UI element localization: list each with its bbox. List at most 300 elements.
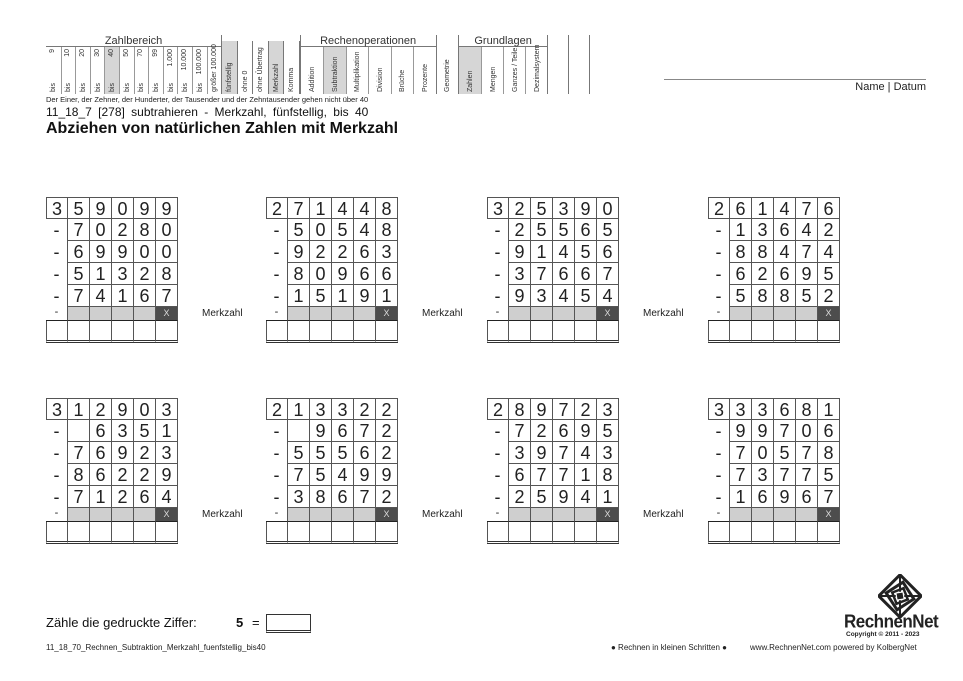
merkzahl-row: [487, 508, 621, 522]
digit-cell: 3: [288, 486, 310, 508]
digit-cell: 2: [376, 398, 398, 420]
result-input-cell[interactable]: [112, 522, 134, 544]
range-column: [90, 47, 105, 94]
digit-cell: 2: [708, 197, 730, 219]
operation-column: [368, 47, 391, 94]
digit-cell: 0: [752, 442, 774, 464]
range-column: [134, 47, 149, 94]
digit-cell: 3: [752, 464, 774, 486]
merkzahl-input-cell[interactable]: [112, 307, 134, 321]
result-input-cell[interactable]: [531, 522, 553, 544]
digit-cell: 2: [509, 486, 531, 508]
result-input-cell[interactable]: [730, 522, 752, 544]
digit-cell: 4: [90, 285, 112, 307]
result-input-cell[interactable]: [487, 321, 509, 343]
digit-cell: 6: [818, 197, 840, 219]
result-input-cell[interactable]: [752, 321, 774, 343]
minus-sign: -: [708, 307, 730, 321]
column-label: Zahlen: [467, 70, 475, 92]
merkzahl-input-cell[interactable]: [575, 508, 597, 522]
result-input-cell[interactable]: [156, 522, 178, 544]
digit-cell: 8: [509, 398, 531, 420]
subtrahend-row: [708, 486, 842, 508]
digit-cell: 9: [354, 464, 376, 486]
digit-cell: 2: [310, 241, 332, 263]
digit-cell: 1: [68, 398, 90, 420]
subtraction-problem: [708, 197, 842, 343]
result-input-cell[interactable]: [46, 522, 68, 544]
digit-cell: 7: [774, 420, 796, 442]
minus-sign: -: [487, 442, 509, 464]
digit-cell: 1: [752, 197, 774, 219]
minus-sign: -: [46, 219, 68, 241]
range-column: [104, 47, 119, 94]
digit-cell: 1: [288, 398, 310, 420]
merkzahl-input-cell[interactable]: [575, 307, 597, 321]
range-column: [207, 44, 222, 94]
digit-cell: 6: [68, 241, 90, 263]
digit-cell: 6: [796, 486, 818, 508]
result-input-cell[interactable]: [354, 522, 376, 544]
digit-cell: 2: [487, 398, 509, 420]
minuend-row: [46, 197, 180, 219]
digit-cell: 9: [90, 241, 112, 263]
column-label: Komma: [288, 67, 296, 92]
minus-sign: -: [708, 442, 730, 464]
result-input-cell[interactable]: [156, 321, 178, 343]
merkzahl-blocked-cell: X: [818, 508, 840, 522]
empty-column: [548, 35, 569, 94]
result-input-cell[interactable]: [376, 522, 398, 544]
digit-cell: 1: [310, 197, 332, 219]
group-rechenoperationen: [300, 35, 437, 94]
digit-cell: 5: [774, 442, 796, 464]
subtraction-problem: [708, 398, 842, 544]
result-input-cell[interactable]: [134, 522, 156, 544]
digit-cell: 7: [68, 285, 90, 307]
range-value: 99: [151, 49, 159, 57]
digit-cell: 5: [531, 486, 553, 508]
result-input-cell[interactable]: [730, 321, 752, 343]
digit-cell: 1: [597, 486, 619, 508]
result-input-cell[interactable]: [90, 321, 112, 343]
merkzahl-input-cell[interactable]: [288, 307, 310, 321]
merkzahl-label: Merkzahl: [202, 308, 243, 319]
merkzahl-input-cell[interactable]: [774, 307, 796, 321]
column-label: fünfstellig: [226, 62, 234, 92]
digit-cell: 7: [553, 464, 575, 486]
subtrahend-row: [46, 486, 180, 508]
merkzahl-input-cell[interactable]: [332, 508, 354, 522]
merkzahl-input-cell[interactable]: [509, 508, 531, 522]
result-input-cell[interactable]: [553, 321, 575, 343]
minuend-row: [266, 197, 400, 219]
digit-cell: 9: [509, 241, 531, 263]
result-input-cell[interactable]: [68, 321, 90, 343]
digit-cell: 2: [531, 420, 553, 442]
minus-sign: -: [266, 307, 288, 321]
digit-cell: 7: [288, 464, 310, 486]
operation-column: [323, 47, 346, 94]
digit-cell: 1: [818, 398, 840, 420]
result-input-cell[interactable]: [575, 321, 597, 343]
subtrahend-row: [487, 464, 621, 486]
column-label: bis: [50, 83, 58, 92]
result-input-cell[interactable]: [818, 321, 840, 343]
digit-cell: 8: [376, 197, 398, 219]
minus-sign: -: [46, 508, 68, 522]
result-input-cell[interactable]: [90, 522, 112, 544]
merkzahl-input-cell[interactable]: [332, 307, 354, 321]
merkzahl-input-cell[interactable]: [796, 508, 818, 522]
digit-cell: 9: [112, 241, 134, 263]
operation-column: [413, 47, 436, 94]
subtrahend-row: [266, 420, 400, 442]
digit-cell: 9: [575, 420, 597, 442]
column-label: Prozente: [421, 63, 429, 92]
result-input-cell[interactable]: [68, 522, 90, 544]
digit-cell: 8: [68, 464, 90, 486]
digit-cell: 2: [332, 241, 354, 263]
merkzahl-input-cell[interactable]: [68, 307, 90, 321]
result-input-cell[interactable]: [487, 522, 509, 544]
digit-cell: 0: [134, 398, 156, 420]
digit-cell: 7: [774, 464, 796, 486]
digit-cell: 3: [156, 442, 178, 464]
digit-cell: 2: [818, 219, 840, 241]
digit-cell: 0: [597, 197, 619, 219]
result-input-cell[interactable]: [112, 321, 134, 343]
digit-cell: 7: [531, 263, 553, 285]
count-digit: 5: [236, 615, 244, 630]
range-value: 10: [64, 49, 72, 57]
result-input-cell[interactable]: [288, 522, 310, 544]
digit-cell: 6: [332, 486, 354, 508]
digit-cell: 5: [730, 285, 752, 307]
result-input-cell[interactable]: [752, 522, 774, 544]
digit-cell: 3: [553, 197, 575, 219]
name-date-label: Name | Datum: [855, 81, 926, 93]
count-equals: =: [252, 615, 260, 630]
result-input-cell[interactable]: [796, 321, 818, 343]
subtrahend-row: [266, 219, 400, 241]
digit-cell: 9: [156, 464, 178, 486]
merkzahl-input-cell[interactable]: [134, 307, 156, 321]
merkzahl-input-cell[interactable]: [509, 307, 531, 321]
merkzahl-input-cell[interactable]: [90, 508, 112, 522]
property-column: [222, 41, 238, 94]
result-input-cell[interactable]: [818, 522, 840, 544]
result-input-cell[interactable]: [310, 321, 332, 343]
digit-cell: [288, 420, 310, 442]
digit-cell: 9: [112, 398, 134, 420]
range-value: 30: [93, 49, 101, 57]
minus-sign: -: [708, 508, 730, 522]
digit-cell: 6: [818, 420, 840, 442]
group-title: Zahlbereich: [46, 35, 221, 47]
digit-cell: 3: [46, 197, 68, 219]
merkzahl-input-cell[interactable]: [752, 508, 774, 522]
merkzahl-input-cell[interactable]: [730, 307, 752, 321]
digit-cell: 6: [597, 241, 619, 263]
range-value: 70: [137, 49, 145, 57]
column-label: bis: [138, 83, 146, 92]
digit-cell: 1: [90, 263, 112, 285]
subtrahend-row: [487, 420, 621, 442]
result-row: [708, 321, 842, 343]
result-input-cell[interactable]: [46, 321, 68, 343]
digit-cell: 2: [266, 197, 288, 219]
digit-cell: 0: [156, 219, 178, 241]
minus-sign: -: [708, 464, 730, 486]
operation-column: [391, 47, 414, 94]
result-input-cell[interactable]: [774, 321, 796, 343]
merkzahl-blocked-cell: X: [376, 307, 398, 321]
digit-cell: 8: [752, 241, 774, 263]
property-column: [238, 41, 254, 94]
merkzahl-label: Merkzahl: [202, 509, 243, 520]
digit-cell: 6: [134, 285, 156, 307]
logo-text: RechnenNet: [844, 611, 939, 632]
digit-cell: 7: [68, 219, 90, 241]
digit-cell: 4: [553, 241, 575, 263]
result-input-cell[interactable]: [553, 522, 575, 544]
column-label: Addition: [308, 66, 316, 92]
result-input-cell[interactable]: [774, 522, 796, 544]
merkzahl-input-cell[interactable]: [553, 307, 575, 321]
digit-cell: 2: [134, 263, 156, 285]
subtrahend-row: [708, 285, 842, 307]
merkzahl-input-cell[interactable]: [288, 508, 310, 522]
digit-cell: 5: [531, 197, 553, 219]
merkzahl-input-cell[interactable]: [134, 508, 156, 522]
column-label: Mengen: [489, 66, 497, 92]
digit-cell: 4: [354, 197, 376, 219]
group-title: Rechenoperationen: [301, 35, 436, 47]
result-input-cell[interactable]: [134, 321, 156, 343]
minus-sign: -: [266, 442, 288, 464]
file-name: 11_18_70_Rechnen_Subtraktion_Merkzahl_fuenfstellig_bis40: [46, 643, 266, 652]
digit-cell: 3: [730, 398, 752, 420]
result-input-cell[interactable]: [266, 321, 288, 343]
digit-cell: 7: [796, 197, 818, 219]
minuend-row: [708, 398, 842, 420]
merkzahl-input-cell[interactable]: [774, 508, 796, 522]
digit-cell: 5: [531, 219, 553, 241]
merkzahl-label: Merkzahl: [422, 509, 463, 520]
digit-cell: 3: [509, 442, 531, 464]
minus-sign: -: [266, 219, 288, 241]
digit-cell: 2: [112, 219, 134, 241]
result-input-cell[interactable]: [597, 321, 619, 343]
column-label: Ganzes / Teile: [511, 47, 519, 92]
subtrahend-row: [708, 442, 842, 464]
result-input-cell[interactable]: [708, 321, 730, 343]
basics-column: [481, 47, 503, 94]
name-date-line[interactable]: [664, 79, 926, 80]
result-input-cell[interactable]: [332, 522, 354, 544]
range-column: [75, 47, 90, 94]
digit-cell: 6: [730, 263, 752, 285]
minus-sign: -: [487, 263, 509, 285]
digit-cell: 5: [332, 442, 354, 464]
result-input-cell[interactable]: [354, 321, 376, 343]
merkzahl-input-cell[interactable]: [354, 307, 376, 321]
digit-cell: 6: [752, 486, 774, 508]
subtrahend-row: [266, 464, 400, 486]
result-input-cell[interactable]: [310, 522, 332, 544]
digit-cell: 6: [730, 197, 752, 219]
subtrahend-row: [487, 285, 621, 307]
digit-cell: 5: [68, 263, 90, 285]
merkzahl-input-cell[interactable]: [90, 307, 112, 321]
result-input-cell[interactable]: [531, 321, 553, 343]
property-column: [269, 41, 285, 94]
digit-cell: 8: [310, 486, 332, 508]
digit-cell: 2: [134, 464, 156, 486]
merkzahl-row: [708, 508, 842, 522]
merkzahl-input-cell[interactable]: [553, 508, 575, 522]
digit-cell: 3: [46, 398, 68, 420]
digit-cell: 5: [796, 285, 818, 307]
range-column: [46, 47, 61, 94]
digit-cell: 2: [509, 197, 531, 219]
digit-cell: 1: [730, 486, 752, 508]
merkzahl-input-cell[interactable]: [354, 508, 376, 522]
result-input-cell[interactable]: [509, 321, 531, 343]
digit-cell: 5: [597, 219, 619, 241]
merkzahl-input-cell[interactable]: [796, 307, 818, 321]
result-input-cell[interactable]: [509, 522, 531, 544]
merkzahl-input-cell[interactable]: [310, 307, 332, 321]
minuend-row: [46, 398, 180, 420]
digit-cell: 6: [354, 442, 376, 464]
minus-sign: -: [708, 263, 730, 285]
result-input-cell[interactable]: [266, 522, 288, 544]
minuend-row: [487, 197, 621, 219]
digit-cell: 2: [376, 420, 398, 442]
merkzahl-row: [46, 307, 180, 321]
digit-cell: 3: [112, 420, 134, 442]
digit-cell: 6: [134, 486, 156, 508]
result-row: [487, 321, 621, 343]
merkzahl-input-cell[interactable]: [68, 508, 90, 522]
digit-cell: 1: [156, 420, 178, 442]
result-input-cell[interactable]: [288, 321, 310, 343]
digit-cell: 9: [509, 285, 531, 307]
subtrahend-row: [266, 486, 400, 508]
merkzahl-input-cell[interactable]: [730, 508, 752, 522]
count-answer-box[interactable]: [266, 614, 311, 633]
digit-cell: 5: [818, 263, 840, 285]
digit-cell: 4: [553, 285, 575, 307]
result-input-cell[interactable]: [332, 321, 354, 343]
digit-cell: 9: [531, 442, 553, 464]
digit-cell: 6: [90, 442, 112, 464]
merkzahl-blocked-cell: X: [818, 307, 840, 321]
range-column: [119, 47, 134, 94]
subtrahend-row: [46, 241, 180, 263]
digit-cell: 4: [818, 241, 840, 263]
digit-cell: 9: [156, 197, 178, 219]
digit-cell: 4: [575, 486, 597, 508]
digit-cell: 5: [575, 285, 597, 307]
minus-sign: -: [708, 486, 730, 508]
minus-sign: -: [266, 464, 288, 486]
group-zahlbereich: [46, 35, 222, 94]
subtrahend-row: [46, 420, 180, 442]
digit-cell: 3: [376, 241, 398, 263]
digit-cell: 5: [310, 442, 332, 464]
merkzahl-input-cell[interactable]: [531, 307, 553, 321]
digit-cell: 4: [597, 285, 619, 307]
minus-sign: -: [487, 307, 509, 321]
minus-sign: -: [487, 464, 509, 486]
merkzahl-input-cell[interactable]: [752, 307, 774, 321]
merkzahl-blocked-cell: X: [597, 307, 619, 321]
digit-cell: 7: [354, 486, 376, 508]
minus-sign: -: [487, 285, 509, 307]
result-input-cell[interactable]: [796, 522, 818, 544]
result-input-cell[interactable]: [597, 522, 619, 544]
digit-cell: 8: [597, 464, 619, 486]
subtraction-problem: [266, 197, 463, 343]
result-input-cell[interactable]: [708, 522, 730, 544]
subtrahend-row: [487, 241, 621, 263]
column-label: Brüche: [399, 69, 407, 92]
digit-cell: 6: [90, 420, 112, 442]
digit-cell: 2: [376, 442, 398, 464]
digit-cell: 0: [796, 420, 818, 442]
digit-cell: 5: [597, 420, 619, 442]
minus-sign: -: [46, 263, 68, 285]
merkzahl-input-cell[interactable]: [112, 508, 134, 522]
digit-cell: 9: [288, 241, 310, 263]
property-column: [284, 41, 300, 94]
minus-sign: -: [266, 486, 288, 508]
subtrahend-row: [266, 285, 400, 307]
digit-cell: 4: [156, 486, 178, 508]
merkzahl-blocked-cell: X: [156, 508, 178, 522]
column-label: bis: [109, 83, 117, 92]
minus-sign: -: [266, 285, 288, 307]
subtrahend-row: [487, 442, 621, 464]
result-input-cell[interactable]: [575, 522, 597, 544]
range-value: 1.000: [166, 49, 174, 67]
result-input-cell[interactable]: [376, 321, 398, 343]
digit-cell: 9: [752, 420, 774, 442]
subtrahend-row: [487, 263, 621, 285]
digit-cell: 3: [597, 398, 619, 420]
basics-column: [503, 47, 525, 94]
merkzahl-input-cell[interactable]: [310, 508, 332, 522]
digit-cell: 5: [310, 285, 332, 307]
digit-cell: 4: [796, 219, 818, 241]
column-label: ohne 0: [241, 70, 249, 92]
digit-cell: 8: [156, 263, 178, 285]
digit-cell: 0: [90, 219, 112, 241]
group-title: Grundlagen: [459, 35, 547, 47]
merkzahl-label: Merkzahl: [422, 308, 463, 319]
digit-cell: 2: [509, 219, 531, 241]
merkzahl-input-cell[interactable]: [531, 508, 553, 522]
digit-cell: 9: [553, 486, 575, 508]
minus-sign: -: [487, 486, 509, 508]
minus-sign: -: [487, 241, 509, 263]
digit-cell: 7: [156, 285, 178, 307]
group-grundlagen: [459, 35, 548, 94]
digit-cell: 9: [730, 420, 752, 442]
